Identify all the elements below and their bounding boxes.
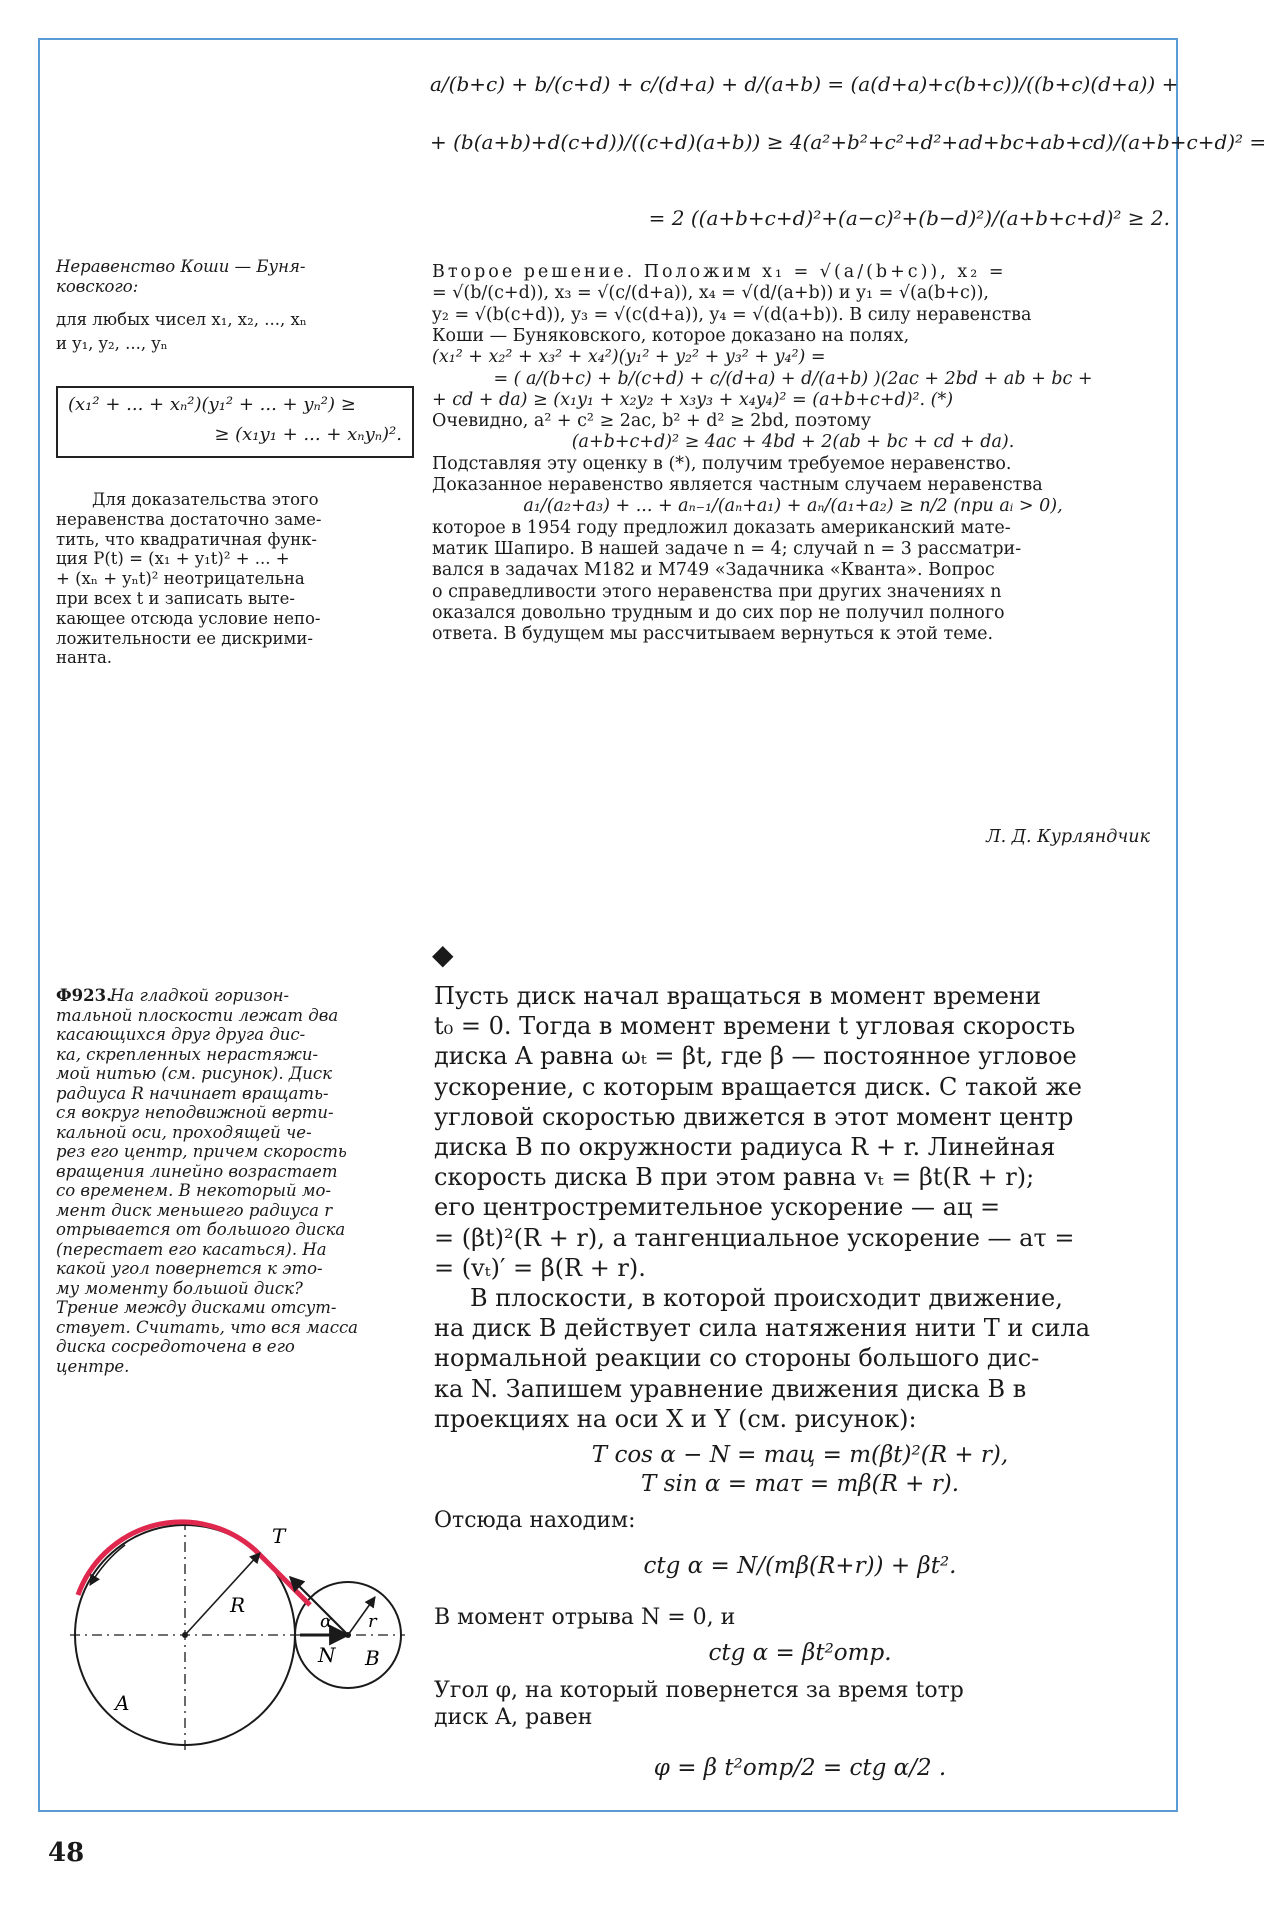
radius-r-arrow xyxy=(185,1553,260,1635)
tension-arrow xyxy=(290,1577,348,1635)
top-formula-line-2: + (b(a+b)+d(c+d))/((c+d)(a+b)) ≥ 4(a²+b²+c²+d²+ad+bc+ab+cd)/(a+b+c+d)² = xyxy=(430,130,1266,154)
second-solution-line: (a+b+c+d)² ≥ 4ac + 4bd + 2(ab + bc + cd + da). xyxy=(571,432,1015,453)
equation-3: ctg α = N/(mβ(R+r)) + βt². xyxy=(643,1553,957,1579)
solution-text-line: угловой скоростью движется в этот момент центр xyxy=(434,1102,1074,1131)
cauchy-proof-line: кающее отсюда условие непо- xyxy=(56,608,321,628)
problem-text-line: рез его центр, причем скорость xyxy=(56,1142,347,1161)
label-a: A xyxy=(115,1691,130,1715)
solution-text-line: диска B по окружности радиуса R + r. Линейная xyxy=(434,1133,1056,1161)
problem-text-line: тальной плоскости лежат два xyxy=(56,1005,339,1025)
solution-text-line: ускорение, с которым вращается диск. С такой же xyxy=(434,1072,1082,1101)
problem-text-line: касающихся друг друга дис- xyxy=(56,1025,306,1044)
solution-text-line: проекциях на оси X и Y (см. рисунок): xyxy=(434,1404,917,1433)
author-signature: Л. Д. Курляндчик xyxy=(986,827,1150,847)
solution-text-line: скорость диска B при этом равна vₜ = βt(R + r); xyxy=(434,1163,1035,1192)
second-solution-line: Второе решение. Положим x₁ = √(a/(b+c)), x₂ = xyxy=(432,262,1007,282)
problem-text-line: со временем. В некоторый мо- xyxy=(56,1181,332,1200)
second-solution-line: = ( a/(b+c) + b/(c+d) + c/(d+a) + d/(a+b) )(2ac + 2bd + ab + bc + xyxy=(493,368,1093,389)
equation-5: φ = β t²отр/2 = ctg α/2 . xyxy=(653,1755,947,1781)
problem-text-line: кальной оси, проходящей че- xyxy=(56,1122,312,1142)
solution-text-line: Пусть диск начал вращаться в момент времени xyxy=(434,982,1041,1010)
second-solution-line: y₂ = √(b(c+d)), y₃ = √(c(d+a)), y₄ = √(d(a+b)). В силу неравенства xyxy=(432,304,1032,325)
second-solution-line: Доказанное неравенство является частным случаем неравенства xyxy=(432,475,1043,495)
cauchy-proof-line: тить, что квадратичная функ- xyxy=(56,529,317,549)
top-formula-line-1: a/(b+c) + b/(c+d) + c/(d+a) + d/(a+b) = (a(d+a)+c(b+c))/((b+c)(d+a)) + xyxy=(430,72,1179,96)
label-t: T xyxy=(272,1524,286,1548)
label-b: B xyxy=(365,1646,380,1670)
solution-text-line: = (vₜ)′ = β(R + r). xyxy=(434,1253,646,1282)
label-alpha: α xyxy=(320,1611,333,1632)
problem-text-line: Трение между дисками отсут- xyxy=(56,1298,337,1317)
cauchy-proof-line: ложительности ее дискрими- xyxy=(56,628,313,648)
problem-text-line: На гладкой горизон- xyxy=(110,986,290,1005)
solution-text-line: t₀ = 0. Тогда в момент времени t угловая скорость xyxy=(434,1012,1076,1041)
equation-4: ctg α = βt²отр. xyxy=(708,1640,892,1666)
second-solution-line: ответа. В будущем мы рассчитываем вернуться к этой теме. xyxy=(432,624,994,645)
cauchy-proof-line: нанта. xyxy=(56,648,113,668)
problem-text-line: ка, скрепленных нерастяжи- xyxy=(56,1044,319,1064)
disk-a-center xyxy=(182,1632,188,1638)
problem-text-line: диска сосредоточена в его xyxy=(56,1337,295,1356)
cauchy-box-line-1: (x₁² + ... + xₙ²)(y₁² + ... + yₙ²) ≥ xyxy=(68,394,356,415)
angle-line-1: Угол φ, на который повернется за время tотр xyxy=(434,1678,964,1703)
cauchy-proof-line: Для доказательства этого xyxy=(92,490,319,509)
solution-text-line: нормальной реакции со стороны большого дис- xyxy=(434,1344,1040,1373)
cauchy-box-line-2: ≥ (x₁y₁ + ... + xₙyₙ)². xyxy=(214,424,402,445)
problem-text-line: радиуса R начинает вращать- xyxy=(56,1083,329,1103)
second-solution-line: оказался довольно трудным и до сих пор не получил полного xyxy=(432,602,1005,623)
problem-text-line: (перестает его касаться). На xyxy=(56,1239,327,1259)
solution-text-line: диска A равна ωₜ = βt, где β — постоянное угловое xyxy=(434,1042,1077,1071)
angle-line-2: диск A, равен xyxy=(434,1705,593,1730)
problem-text-line: отрывается от большого диска xyxy=(56,1220,346,1239)
second-solution-line: Коши — Буняковского, которое доказано на полях, xyxy=(432,325,910,346)
solution-bullet-icon: ◆ xyxy=(432,938,454,971)
solution-text-line: ка N. Запишем уравнение движения диска B в xyxy=(434,1374,1027,1403)
disk-figure xyxy=(50,1505,410,1775)
problem-label: Ф923. xyxy=(56,986,112,1005)
second-solution-line: которое в 1954 году предложил доказать американский мате- xyxy=(432,517,1011,538)
cauchy-proof-line: + (xₙ + yₙt)² неотрицательна xyxy=(56,569,305,589)
equation-1: T cos α − N = maц = m(βt)²(R + r), xyxy=(591,1442,1009,1468)
second-solution-line: a₁/(a₂+a₃) + ... + aₙ₋₁/(aₙ+a₁) + aₙ/(a₁+a₂) ≥ n/2 (при aᵢ > 0), xyxy=(523,496,1063,517)
solution-text-line: его центростремительное ускорение — aц = xyxy=(434,1193,1001,1222)
second-solution-line: матик Шапиро. В нашей задаче n = 4; случай n = 3 рассматри- xyxy=(432,538,1022,559)
second-solution-line: Очевидно, a² + c² ≥ 2ac, b² + d² ≥ 2bd, поэтому xyxy=(432,411,872,432)
cauchy-condition-1: для любых чисел x₁, x₂, ..., xₙ xyxy=(56,310,307,329)
problem-text-line: какой угол повернется к это- xyxy=(56,1259,323,1278)
problem-text-line: мент диск меньшего радиуса r xyxy=(56,1200,333,1220)
problem-text-line: му моменту большой диск? xyxy=(56,1278,303,1298)
moment-line: В момент отрыва N = 0, и xyxy=(434,1605,736,1630)
problem-text-line: центре. xyxy=(56,1356,130,1376)
disk-b-center xyxy=(345,1632,351,1638)
solution-text-line: = (βt)²(R + r), а тангенциальное ускорение — aτ = xyxy=(434,1223,1075,1252)
second-solution-line: Подставляя эту оценку в (*), получим требуемое неравенство. xyxy=(432,453,1012,474)
page-number: 48 xyxy=(48,1838,85,1868)
problem-text-line: ся вокруг неподвижной верти- xyxy=(56,1103,334,1122)
second-solution-line: = √(b/(c+d)), x₃ = √(c/(d+a)), x₄ = √(d/(a+b)) и y₁ = √(a(b+c)), xyxy=(432,283,989,304)
problem-text-line: мой нитью (см. рисунок). Диск xyxy=(56,1064,332,1083)
cauchy-box xyxy=(56,386,414,458)
problem-text-line: ствует. Считать, что вся масса xyxy=(56,1317,359,1337)
second-solution-line: вался в задачах М182 и М749 «Задачника «Кванта». Вопрос xyxy=(432,560,995,581)
solution-text-line: В плоскости, в которой происходит движение, xyxy=(470,1284,1063,1312)
cauchy-proof-line: при всех t и записать выте- xyxy=(56,589,295,608)
problem-text-line: вращения линейно возрастает xyxy=(56,1161,338,1181)
label-big-r: R xyxy=(230,1593,246,1617)
cauchy-heading-2: ковского: xyxy=(56,277,139,296)
label-n: N xyxy=(318,1643,336,1667)
equation-2: T sin α = maτ = mβ(R + r). xyxy=(640,1471,960,1497)
cauchy-proof-line: неравенства достаточно заме- xyxy=(56,509,322,529)
cauchy-condition-2: и y₁, y₂, ..., yₙ xyxy=(56,334,168,353)
cauchy-heading: Неравенство Коши — Буня- xyxy=(56,257,306,276)
label-small-r: r xyxy=(368,1611,377,1632)
top-formula-line-3: = 2 ((a+b+c+d)²+(a−c)²+(b−d)²)/(a+b+c+d)² ≥ 2. xyxy=(648,206,1170,230)
hence-line: Отсюда находим: xyxy=(434,1508,636,1533)
second-solution-line: (x₁² + x₂² + x₃² + x₄²)(y₁² + y₂² + y₃² + y₄²) = xyxy=(432,347,826,368)
second-solution-line: + cd + da) ≥ (x₁y₁ + x₂y₂ + x₃y₃ + x₄y₄)² = (a+b+c+d)². (*) xyxy=(432,389,954,410)
solution-text-line: на диск B действует сила натяжения нити T и сила xyxy=(434,1314,1091,1343)
second-solution-line: о справедливости этого неравенства при других значениях n xyxy=(432,581,1002,602)
cauchy-proof-line: ция P(t) = (x₁ + y₁t)² + ... + xyxy=(56,549,290,569)
